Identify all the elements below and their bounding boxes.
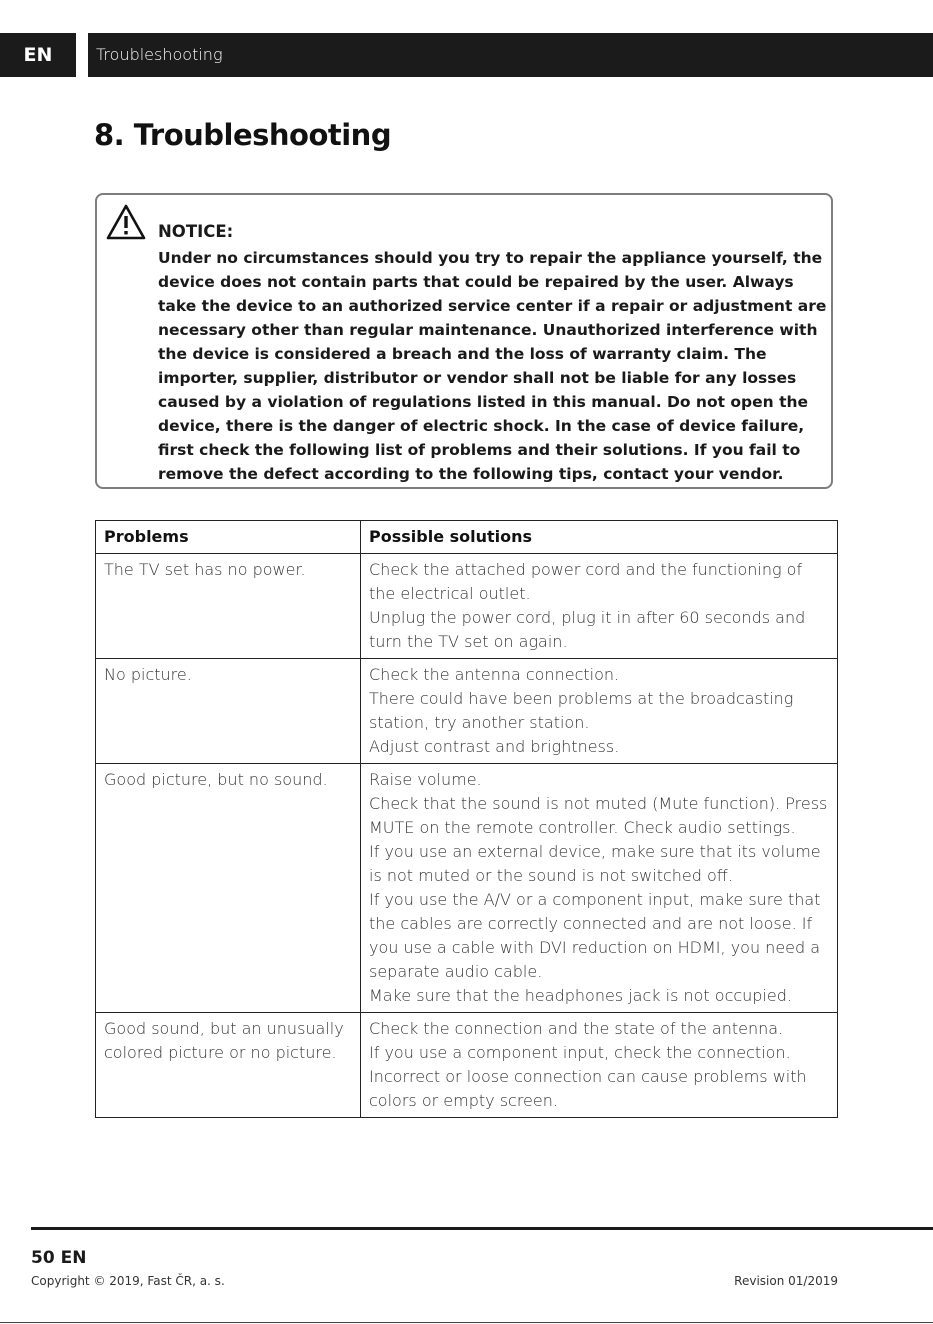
problem-cell: Good sound, but an unusually colored picture or no picture. xyxy=(96,1013,361,1118)
copyright: Copyright © 2019, Fast ČR, a. s. xyxy=(31,1274,225,1288)
solution-line: There could have been problems at the broadcasting station, try another station. xyxy=(369,689,794,732)
page-title: 8. Troubleshooting xyxy=(94,118,392,152)
table-header-row xyxy=(96,521,838,554)
table-row xyxy=(96,764,838,1013)
solution-cell xyxy=(361,764,838,1013)
header-separator xyxy=(76,33,88,77)
header-problems: Problems xyxy=(96,521,361,554)
solution-line: Make sure that the headphones jack is not occupied. xyxy=(369,986,792,1005)
solution-line: If you use the A/V or a component input, make sure that the cables are correctly connected and are not loose. If you use a cable with DVI reduction on HDMI, you need a separate audio cable. xyxy=(369,890,821,981)
footer-rule xyxy=(31,1227,933,1230)
solution-line: Check that the sound is not muted (Mute function). Press MUTE on the remote controller. Check audio settings. xyxy=(369,794,828,837)
section-name: Troubleshooting xyxy=(96,45,223,64)
solution-line: Adjust contrast and brightness. xyxy=(369,737,620,756)
page-number: 50 EN xyxy=(31,1248,87,1268)
solution-line: If you use an external device, make sure that its volume is not muted or the sound is not switched off. xyxy=(369,842,821,885)
problem-cell: The TV set has no power. xyxy=(96,554,361,659)
table-row xyxy=(96,1013,838,1118)
solution-cell xyxy=(361,554,838,659)
solution-cell xyxy=(361,1013,838,1118)
solution-line: Check the antenna connection. xyxy=(369,665,620,684)
notice-title: NOTICE: xyxy=(158,222,234,241)
solution-cell xyxy=(361,659,838,764)
bottom-rule xyxy=(0,1322,933,1323)
notice-text: Under no circumstances should you try to repair the appliance yourself, the device does not contain parts that could be repaired by the user. Always take the device to an authorized service center if a repair or adjustment are necessary other than regular maintenance. Unauthorized interference with the device is considered a breach and the loss of warranty claim. The importer, supplier, distributor or vendor shall not be liable for any losses caused by a violation of regulations listed in this manual. Do not open the device, there is the danger of electric shock. In the case of device failure, first check the following list of problems and their solutions. If you fail to remove the defect according to the following tips, contact your vendor. xyxy=(158,249,827,483)
revision: Revision 01/2019 xyxy=(734,1274,838,1288)
table-row xyxy=(96,659,838,764)
problem-cell: No picture. xyxy=(96,659,361,764)
troubleshooting-table xyxy=(95,520,838,1118)
header-solutions: Possible solutions xyxy=(361,521,838,554)
solution-line: Check the attached power cord and the functioning of the electrical outlet. xyxy=(369,560,803,603)
language-tab: EN xyxy=(0,33,76,77)
solution-line: Raise volume. xyxy=(369,770,482,789)
warning-triangle-icon xyxy=(106,204,146,240)
problem-cell: Good picture, but no sound. xyxy=(96,764,361,1013)
solution-line: If you use a component input, check the connection. Incorrect or loose connection can cause problems with colors or empty screen. xyxy=(369,1043,807,1110)
table-row xyxy=(96,554,838,659)
solution-line: Unplug the power cord, plug it in after 60 seconds and turn the TV set on again. xyxy=(369,608,806,651)
solution-line: Check the connection and the state of the antenna. xyxy=(369,1019,784,1038)
